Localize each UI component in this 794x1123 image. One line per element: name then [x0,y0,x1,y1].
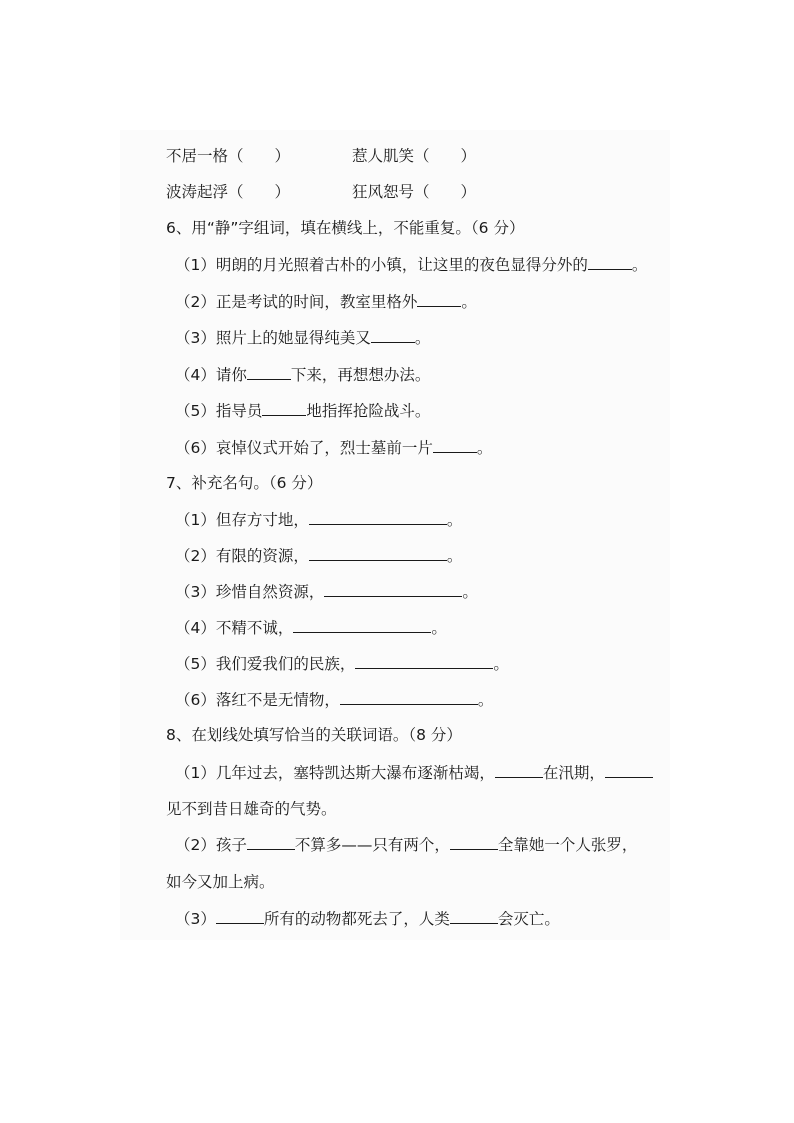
item-text-end: 。 [462,583,478,601]
item-text: 有限的资源， [215,547,309,565]
answer-blank[interactable] [588,252,632,270]
answer-blank[interactable] [216,906,264,924]
item-number: （1） [175,764,216,782]
answer-blank[interactable] [324,579,462,597]
item-text: 珍惜自然资源， [215,583,325,601]
q8-item-3 [175,906,560,932]
idiom-answer-paren[interactable]: （ ） [228,183,291,201]
q8-heading: 8、在划线处填写恰当的关联词语。（8 分） [166,726,462,744]
answer-blank[interactable] [433,435,477,453]
item-number: （4） [175,619,216,637]
item-number: （6） [175,439,216,457]
item-number: （2） [175,547,216,565]
idiom-answer-paren[interactable]: （ ） [228,147,291,165]
answer-blank[interactable] [247,362,291,380]
item-text: 会灭亡。 [497,910,560,928]
q6-item-4 [175,362,430,388]
answer-blank[interactable] [309,507,447,525]
item-text: 不精不诚， [215,619,294,637]
q6-item-1 [175,252,647,278]
idiom-3 [166,179,290,205]
item-text-end: 。 [477,691,494,709]
item-text: 指导员 [215,402,263,420]
item-number: （1） [175,256,216,274]
item-text: 全靠她一个人张罗， [497,836,638,854]
item-number: （5） [175,402,216,420]
answer-blank[interactable] [450,832,498,850]
item-text: 所有的动物都死去了，人类 [263,910,450,928]
item-text-end: 。 [476,439,493,457]
q7-heading: 7、补充名句。（6 分） [166,474,323,492]
q7-item-1 [175,507,462,533]
idiom-word: 不居一格 [166,147,229,165]
item-text: 几年过去，塞特凯达斯大瀑布逐渐枯竭， [215,764,495,782]
q7-item-3 [175,579,478,605]
q7-item-4 [175,615,447,641]
q6-heading: 6、用“静”字组词，填在横线上，不能重复。（6 分） [166,219,525,237]
item-text: 但存方寸地， [215,511,309,529]
item-number: （3） [175,329,216,347]
answer-blank[interactable] [495,760,543,778]
idiom-2 [352,143,476,169]
answer-blank[interactable] [371,325,415,343]
answer-blank[interactable] [417,289,461,307]
idiom-word: 惹人肌笑 [352,147,415,165]
item-text: 落红不是无情物， [215,691,340,709]
idiom-answer-paren[interactable]: （ ） [414,183,477,201]
item-number: （2） [175,293,216,311]
item-number: （4） [175,366,216,384]
item-text-end: 。 [461,293,477,311]
q6-item-3 [175,325,430,351]
q8-item-1 [175,760,653,786]
item-text: 照片上的她显得纯美又 [215,329,371,347]
item-number: （5） [175,655,216,673]
answer-blank[interactable] [247,832,295,850]
item-number: （2） [175,836,216,854]
idiom-word: 狂风恕号 [352,183,415,201]
item-text: 不算多——只有两个， [294,836,450,854]
item-text: 在汛期， [542,764,605,782]
answer-blank[interactable] [340,687,478,705]
q8-item-1-cont: 见不到昔日雄奇的气势。 [166,800,337,818]
answer-blank[interactable] [262,398,306,416]
item-text: 我们爱我们的民族， [215,655,356,673]
item-text-end: 。 [631,256,648,274]
item-text-end: 。 [446,511,463,529]
item-text-end: 。 [431,619,447,637]
item-text-end: 。 [493,655,509,673]
item-number: （3） [175,910,216,928]
idiom-4 [352,179,476,205]
item-number: （1） [175,511,216,529]
q8-item-2 [175,832,637,858]
answer-blank[interactable] [309,543,447,561]
item-text: 正是考试的时间，教室里格外 [215,293,418,311]
item-text-end: 下来，再想想办法。 [290,366,431,384]
q6-item-6 [175,435,492,461]
q7-item-2 [175,543,462,569]
item-text: 明朗的月光照着古朴的小镇，让这里的夜色显得分外的 [215,256,588,274]
item-text: 请你 [215,366,247,384]
item-text-end: 。 [446,547,463,565]
answer-blank[interactable] [450,906,498,924]
idiom-word: 波涛起浮 [166,183,229,201]
item-number: （6） [175,691,216,709]
q6-item-5 [175,398,430,424]
q8-item-2-cont: 如今又加上病。 [166,873,275,891]
item-text: 哀悼仪式开始了，烈士墓前一片 [215,439,433,457]
answer-blank[interactable] [605,760,653,778]
answer-blank[interactable] [355,651,493,669]
item-number: （3） [175,583,216,601]
q6-item-2 [175,289,477,315]
item-text: 孩子 [215,836,247,854]
item-text-end: 。 [414,329,431,347]
idiom-1 [166,143,290,169]
q7-item-6 [175,687,493,713]
q7-item-5 [175,651,509,677]
item-text-end: 地指挥抢险战斗。 [306,402,431,420]
answer-blank[interactable] [293,615,431,633]
idiom-answer-paren[interactable]: （ ） [414,147,477,165]
